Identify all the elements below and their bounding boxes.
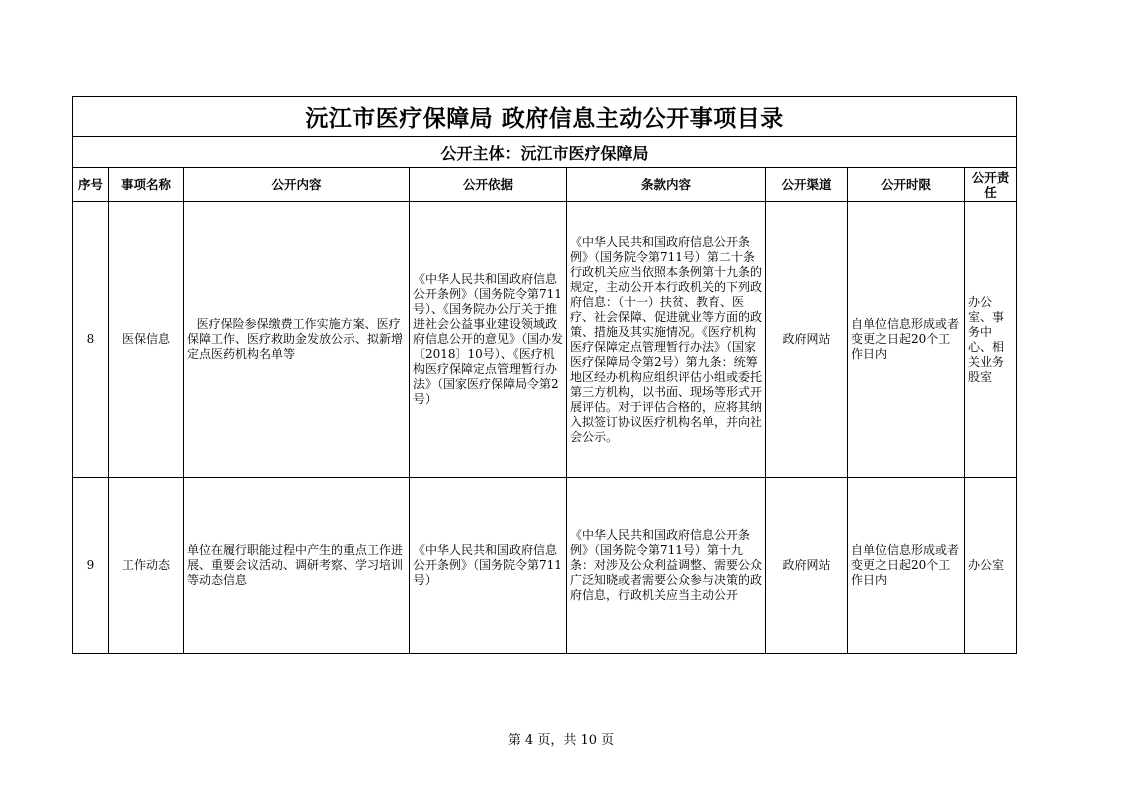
row-channel: 政府网站 [766, 202, 848, 478]
row-item-name: 医保信息 [109, 202, 184, 478]
page-footer: 第 4 页，共 10 页 [507, 733, 615, 748]
table-header-row [73, 168, 1017, 202]
row-responsibility: 办公室 [965, 478, 1017, 654]
row-channel: 政府网站 [766, 478, 848, 654]
header-content: 公开内容 [184, 168, 410, 202]
row-clause: 《中华人民共和国政府信息公开条例》（国务院令第711号）第十九条：对涉及公众利益调整、需要公众广泛知晓或者需要公众参与决策的政府信息，行政机关应当主动公开 [567, 478, 766, 654]
row-seq: 9 [73, 478, 109, 654]
header-responsibility: 公开责任 [965, 168, 1017, 202]
disclosure-catalog-table [72, 96, 1017, 654]
page-title: 沅江市医疗保障局 政府信息主动公开事项目录 [73, 97, 1017, 137]
row-clause: 《中华人民共和国政府信息公开条例》（国务院令第711号）第二十条 行政机关应当依照本条例第十九条的规定，主动公开本行政机关的下列政府信息：（十一）扶贫、教育、医疗、社会保障、促进就业等方面的政策、措施及其实施情况。《医疗机构医疗保障定点管理暂行办法》（国家医疗保障局令第2号）第九条：统筹地区经办机构应组织评估小组或委托第三方机构，以书面、现场等形式开展评估。对于评估合格的，应将其纳入拟签订协议医疗机构名单，并向社会公示。 [567, 202, 766, 478]
row-time-limit: 自单位信息形成或者变更之日起20个工作日内 [848, 478, 965, 654]
disclosure-subject: 公开主体：沅江市医疗保障局 [73, 137, 1017, 168]
row-item-name: 工作动态 [109, 478, 184, 654]
header-channel: 公开渠道 [766, 168, 848, 202]
header-time-limit: 公开时限 [848, 168, 965, 202]
header-item-name: 事项名称 [109, 168, 184, 202]
header-clause: 条款内容 [567, 168, 766, 202]
row-content: 单位在履行职能过程中产生的重点工作进展、重要会议活动、调研考察、学习培训等动态信息 [184, 478, 410, 654]
table-row [73, 202, 1017, 478]
row-time-limit: 自单位信息形成或者变更之日起20个工作日内 [848, 202, 965, 478]
header-seq: 序号 [73, 168, 109, 202]
row-responsibility: 办公室、事务中心、相关业务股室 [965, 202, 1017, 478]
header-basis: 公开依据 [410, 168, 567, 202]
row-basis: 《中华人民共和国政府信息公开条例》（国务院令第711号） [410, 478, 567, 654]
row-basis: 《中华人民共和国政府信息公开条例》（国务院令第711号）、《国务院办公厅关于推进社会公益事业建设领域政府信息公开的意见》（国办发〔2018〕10号）、《医疗机构医疗保障定点管理暂行办法》（国家医疗保障局令第2号） [410, 202, 567, 478]
row-seq: 8 [73, 202, 109, 478]
table-row [73, 478, 1017, 654]
row-content: 医疗保险参保缴费工作实施方案、医疗保障工作、医疗救助金发放公示、拟新增定点医药机构名单等 [184, 202, 410, 478]
